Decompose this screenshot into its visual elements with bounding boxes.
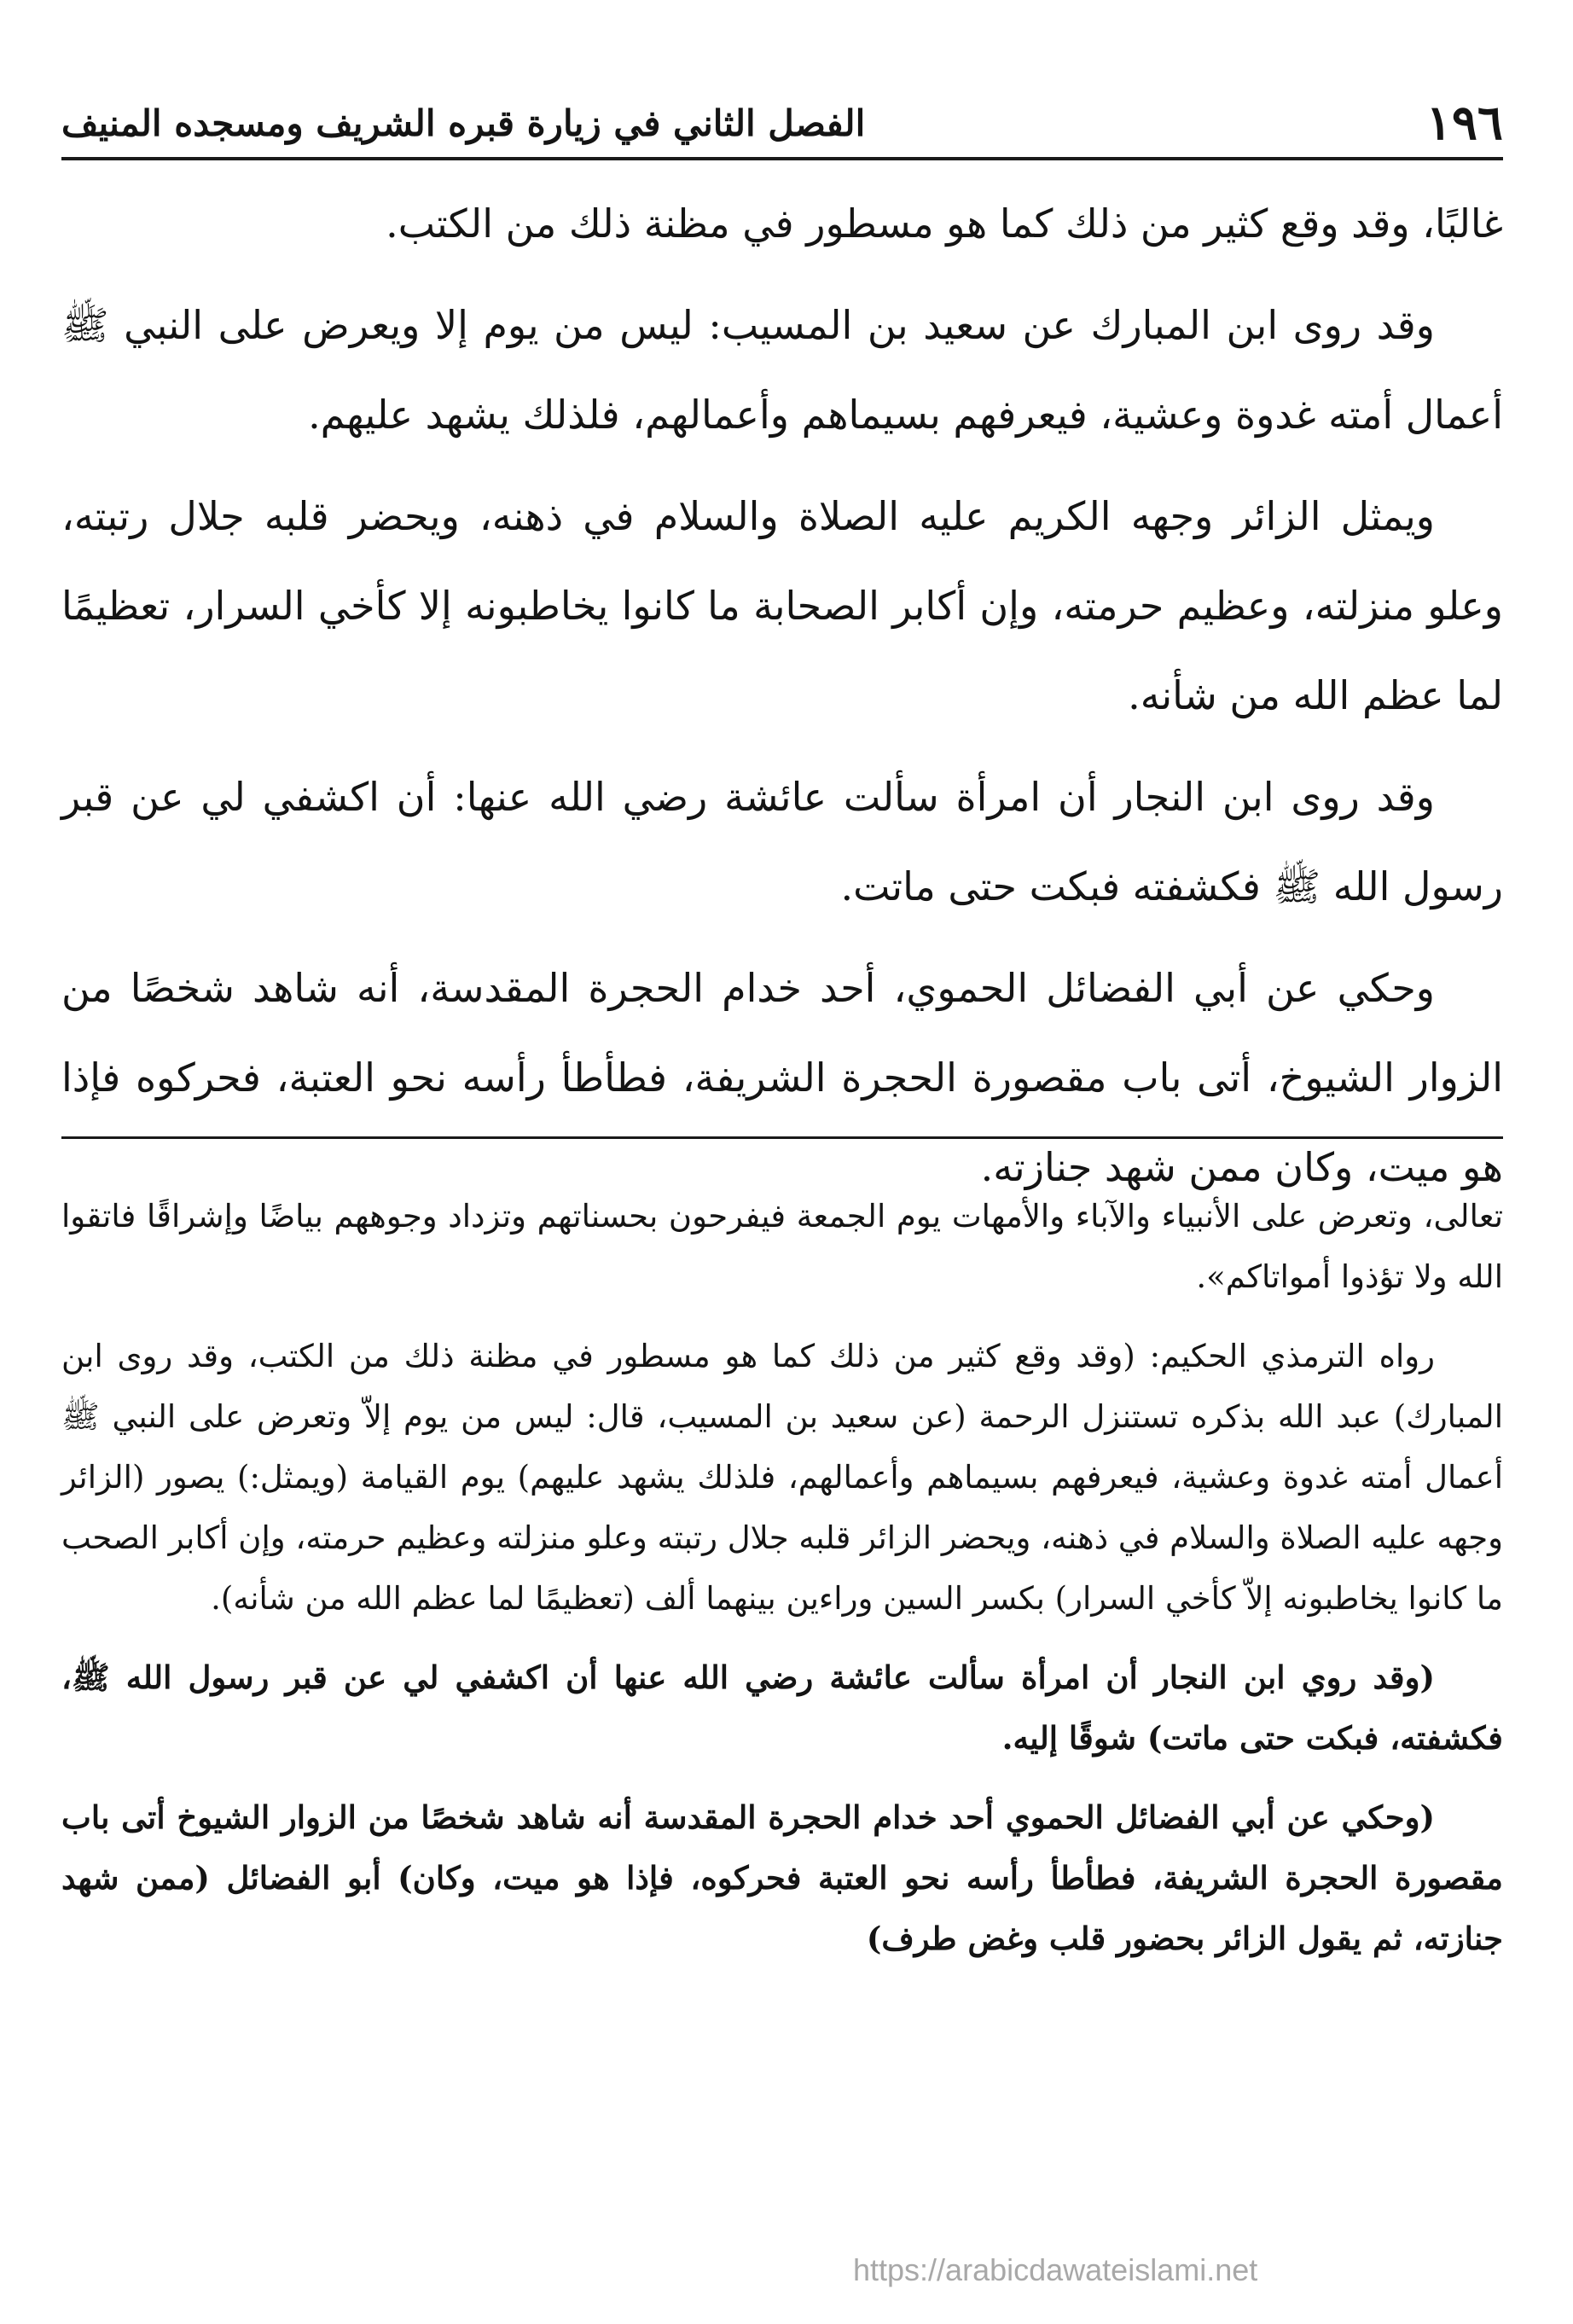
commentary-paragraph: رواه الترمذي الحكيم: (وقد وقع كثير من ذلك كما هو مسطور في مظنة ذلك من الكتب، وقد روى ابن المبارك) عبد الله بذكره تستنزل الرحمة (عن سعيد بن المسيب، قال: ليس من يوم إلاّ وتعرض على النبي ﷺ أعمال أمته غدوة وعشية، فيعرفهم بسيماهم وأعمالهم، فلذلك يشهد عليهم) يوم القيامة (ويمثل:) يصور (الزائر وجهه عليه الصلاة والسلام في ذهنه، ويحضر الزائر قلبه جلال رتبته وعلو منزلته وعظيم حرمته، وإن أكابر الصحب ما كانوا يخاطبونه إلاّ كأخي السرار) بكسر السين وراءين بينهما ألف (تعظيمًا لما عظم الله من شأنه).	[61, 1338, 1503, 1617]
main-paragraph: وقد روى ابن النجار أن امرأة سألت عائشة رضي الله عنها: أن اكشفي لي عن قبر رسول الله ﷺ فكشفته فبكت حتى ماتت.	[61, 774, 1503, 909]
commentary	[61, 1186, 1503, 1988]
main-paragraph: غالبًا، وقد وقع كثير من ذلك كما هو مسطور في مظنة ذلك من الكتب.	[386, 200, 1503, 247]
main-paragraph: ويمثل الزائر وجهه الكريم عليه الصلاة والسلام في ذهنه، ويحضر قلبه جلال رتبته، وعلو منزلته، وعظيم حرمته، وإن أكابر الصحابة ما كانوا يخاطبونه إلا كأخي السرار، تعظيمًا لما عظم الله من شأنه.	[61, 493, 1503, 718]
main-text	[61, 179, 1503, 1224]
commentary-paragraph: (وحكي عن أبي الفضائل الحموي أحد خدام الحجرة المقدسة أنه شاهد شخصًا من الزوار الشيوخ أتى باب مقصورة الحجرة الشريفة، فطأطأ رأسه نحو العتبة فحركوه، فإذا هو ميت، وكان) أبو الفضائل (ممن شهد جنازته، ثم يقول الزائر بحضور قلب وغض طرف)	[61, 1798, 1503, 1957]
commentary-paragraph: تعالى، وتعرض على الأنبياء والآباء والأمهات يوم الجمعة فيفرحون بحسناتهم وتزداد وجوههم بياضًا وإشراقًا فاتقوا الله ولا تؤذوا أمواتاكم».	[61, 1198, 1503, 1295]
page-header	[61, 96, 1503, 160]
page-number: ١٩٦	[1425, 95, 1503, 151]
commentary-paragraph: (وقد روي ابن النجار أن امرأة سألت عائشة رضي الله عنها أن اكشفي لي عن قبر رسول الله ﷺ، فكشفته، فبكت حتى ماتت) شوقًا إليه.	[61, 1659, 1503, 1757]
book-page	[61, 0, 1503, 2324]
main-paragraph: وحكي عن أبي الفضائل الحموي، أحد خدام الحجرة المقدسة، أنه شاهد شخصًا من الزوار الشيوخ، أتى باب مقصورة الحجرة الشريفة، فطأطأ رأسه نحو العتبة، فحركوه فإذا هو ميت، وكان ممن شهد جنازته.	[61, 965, 1503, 1190]
running-title: الفصل الثاني في زيارة قبره الشريف ومسجده المنيف	[61, 102, 866, 144]
footnote-divider	[61, 1136, 1503, 1139]
watermark-url: https://arabicdawateislami.net	[853, 2252, 1258, 2287]
main-paragraph: وقد روى ابن المبارك عن سعيد بن المسيب: ليس من يوم إلا ويعرض على النبي ﷺ أعمال أمته غدوة وعشية، فيعرفهم بسيماهم وأعمالهم، فلذلك يشهد عليهم.	[61, 302, 1503, 438]
